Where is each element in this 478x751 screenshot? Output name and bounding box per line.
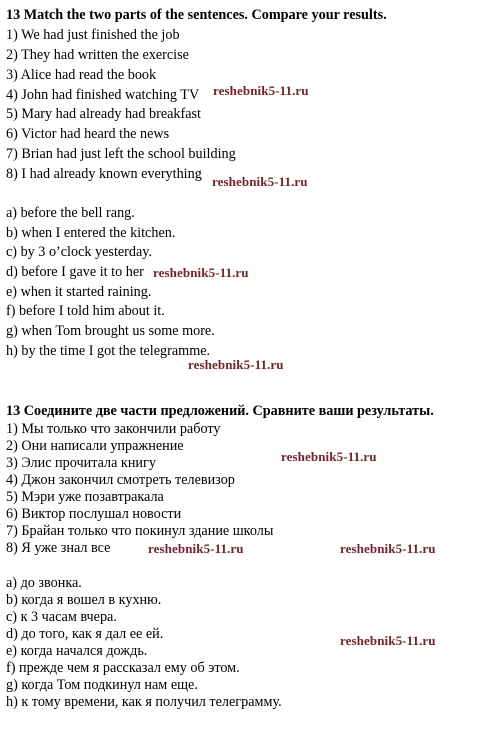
english-second-part-c: c) by 3 o’clock yesterday. bbox=[6, 244, 153, 260]
english-first-part-7: 7) Brian had just left the school building bbox=[6, 146, 236, 162]
russian-first-part-7: 7) Брайан только что покинул здание школы bbox=[6, 523, 274, 539]
english-first-part-1: 1) We had just finished the job bbox=[6, 27, 180, 43]
watermark-3: reshebnik5-11.ru bbox=[153, 265, 249, 280]
english-first-part-3: 3) Alice had read the book bbox=[6, 67, 157, 83]
english-second-part-e: e) when it started raining. bbox=[6, 284, 152, 300]
watermark-8: reshebnik5-11.ru bbox=[340, 633, 436, 648]
english-second-part-b: b) when I entered the kitchen. bbox=[6, 225, 176, 241]
english-second-part-f: f) before I told him about it. bbox=[6, 303, 165, 319]
russian-first-part-6: 6) Виктор послушал новости bbox=[6, 506, 182, 522]
russian-second-part-c: c) к 3 часам вчера. bbox=[6, 609, 117, 625]
russian-second-part-h: h) к тому времени, как я получил телеграмму. bbox=[6, 694, 282, 710]
russian-first-part-1: 1) Мы только что закончили работу bbox=[6, 421, 221, 437]
watermark-4: reshebnik5-11.ru bbox=[188, 357, 284, 372]
russian-second-part-f: f) прежде чем я рассказал ему об этом. bbox=[6, 660, 240, 676]
russian-second-part-a: a) до звонка. bbox=[6, 575, 82, 591]
english-second-part-a: a) before the bell rang. bbox=[6, 205, 135, 221]
watermark-7: reshebnik5-11.ru bbox=[340, 541, 436, 556]
russian-second-part-b: b) когда я вошел в кухню. bbox=[6, 592, 162, 608]
english-first-part-8: 8) I had already known everything bbox=[6, 166, 202, 182]
english-first-part-6: 6) Victor had heard the news bbox=[6, 126, 170, 142]
watermark-1: reshebnik5-11.ru bbox=[213, 83, 309, 98]
english-second-part-d: d) before I gave it to her bbox=[6, 264, 144, 280]
russian-first-part-4: 4) Джон закончил смотреть телевизор bbox=[6, 472, 235, 488]
russian-second-part-d: d) до того, как я дал ее ей. bbox=[6, 626, 164, 642]
russian-second-part-g: g) когда Том подкинул нам еще. bbox=[6, 677, 198, 693]
russian-heading: 13 Соедините две части предложений. Сравните ваши результаты. bbox=[6, 403, 434, 419]
english-second-part-h: h) by the time I got the telegramme. bbox=[6, 343, 211, 359]
english-first-part-5: 5) Mary had already had breakfast bbox=[6, 106, 201, 122]
russian-first-part-5: 5) Мэри уже позавтракала bbox=[6, 489, 164, 505]
russian-first-part-8: 8) Я уже знал все bbox=[6, 540, 111, 556]
watermark-6: reshebnik5-11.ru bbox=[148, 541, 244, 556]
russian-first-part-2: 2) Они написали упражнение bbox=[6, 438, 184, 454]
english-first-part-4: 4) John had finished watching TV bbox=[6, 87, 200, 103]
watermark-2: reshebnik5-11.ru bbox=[212, 174, 308, 189]
russian-first-part-3: 3) Элис прочитала книгу bbox=[6, 455, 156, 471]
watermark-5: reshebnik5-11.ru bbox=[281, 449, 377, 464]
english-first-part-2: 2) They had written the exercise bbox=[6, 47, 189, 63]
english-second-part-g: g) when Tom brought us some more. bbox=[6, 323, 215, 339]
english-heading: 13 Match the two parts of the sentences. Compare your results. bbox=[6, 7, 387, 23]
russian-second-part-e: e) когда начался дождь. bbox=[6, 643, 148, 659]
